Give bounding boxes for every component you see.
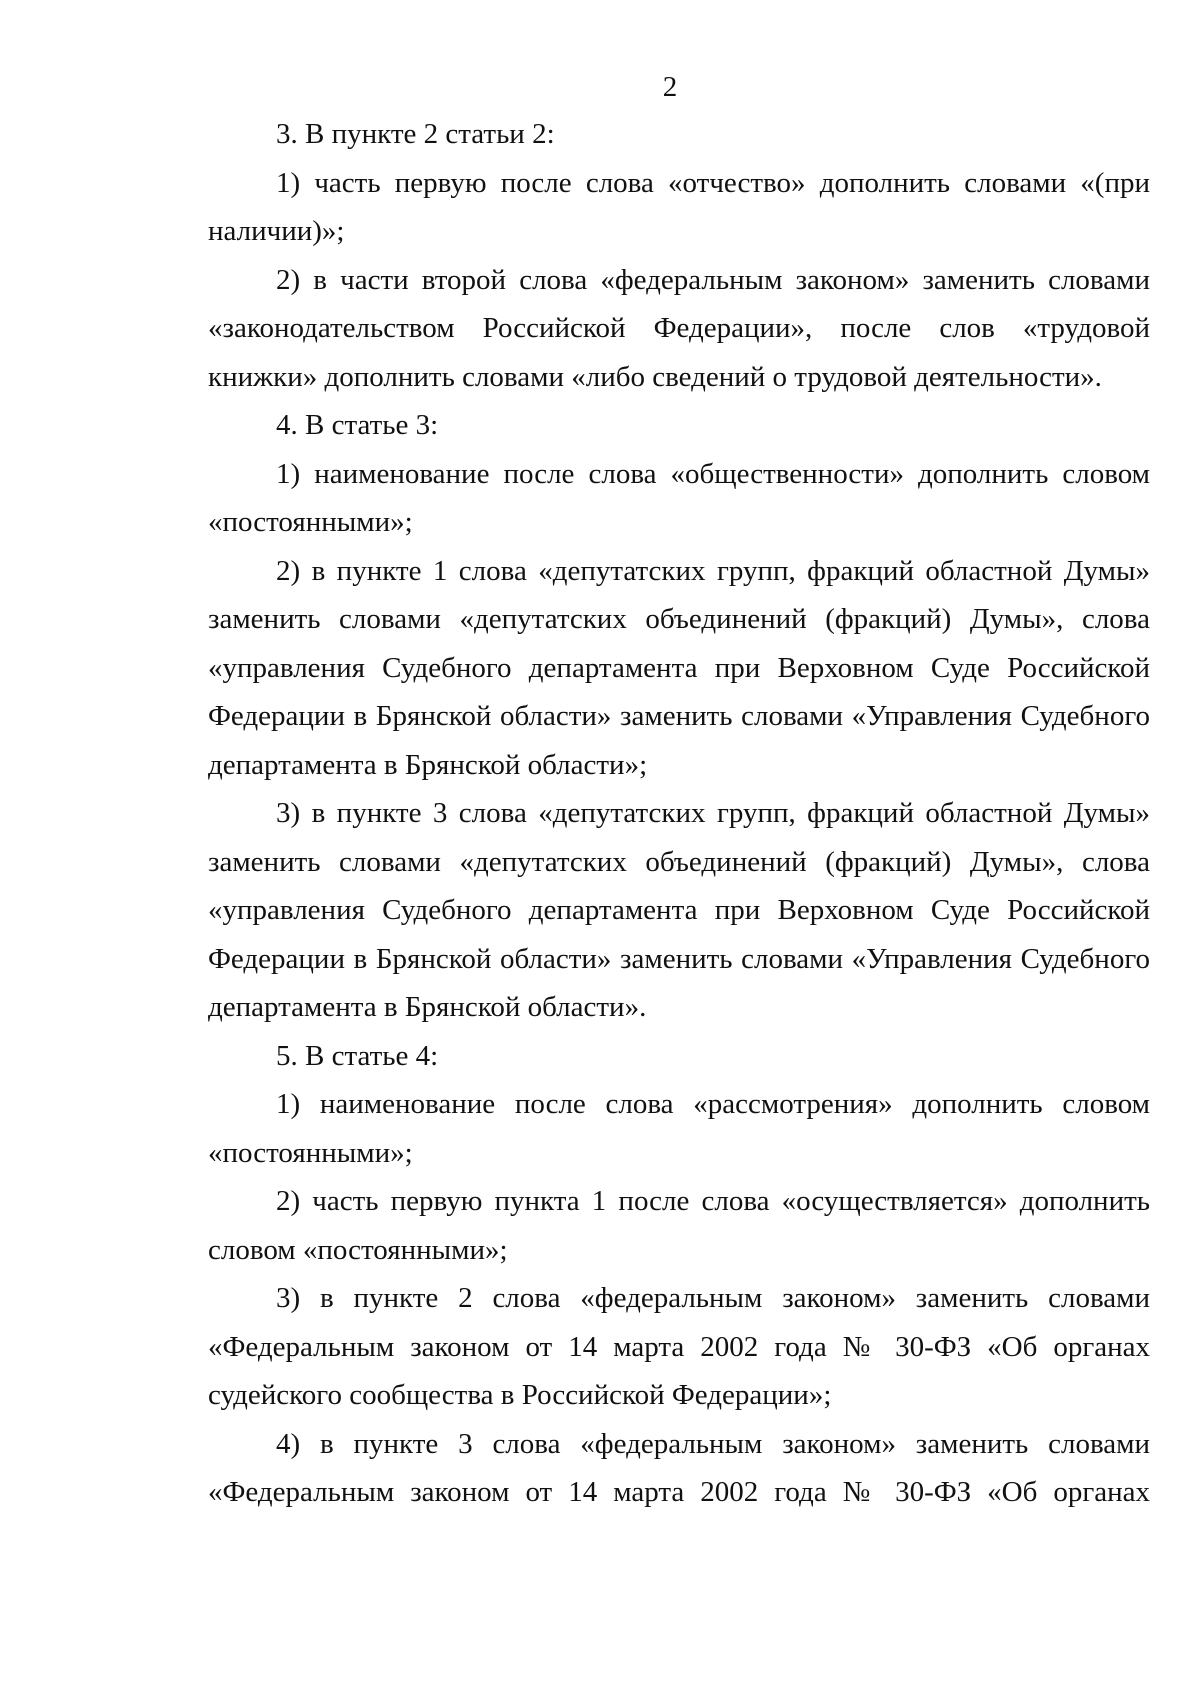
section-heading-5: 5. В статье 4:: [276, 1039, 439, 1072]
document-body: [208, 110, 1150, 1517]
page-number: 2: [662, 71, 678, 103]
paragraph-5-2: 2) часть первую пункта 1 после слова «осуществляется» дополнить словом «постоянными»;: [208, 1185, 1150, 1266]
paragraph-5-3: 3) в пункте 2 слова «федеральным законом» заменить словами «Федеральным законом от 14 марта 2002 года № 30-ФЗ «Об органах судейского сообщества в Российской Федерации»;: [208, 1282, 1150, 1411]
paragraph-5-4: 4) в пункте 3 слова «федеральным законом» заменить словами «Федеральным законом от 14 марта 2002 года № 30-ФЗ «Об органах: [208, 1427, 1150, 1508]
paragraph-4-1: 1) наименование после слова «общественности» дополнить словом «постоянными»;: [208, 457, 1150, 538]
paragraph-4-2: 2) в пункте 1 слова «депутатских групп, фракций областной Думы» заменить словами «депутатских объединений (фракций) Думы», слова «управления Судебного департамента при Верховном Суде Российской Федерации в Брянской области» заменить словами «Управления Судебного департамента в Брянской области»;: [208, 554, 1150, 781]
section-heading-3: 3. В пункте 2 статьи 2:: [276, 118, 555, 150]
paragraph-5-1: 1) наименование после слова «рассмотрения» дополнить словом «постоянными»;: [208, 1088, 1150, 1169]
section-heading-4: 4. В статье 3:: [276, 409, 439, 441]
paragraph-3-1: 1) часть первую после слова «отчество» дополнить словами «(при наличии)»;: [208, 166, 1150, 247]
paragraph-3-2: 2) в части второй слова «федеральным законом» заменить словами «законодательством Российской Федерации», после слов «трудовой книжки» дополнить словами «либо сведений о трудовой деятельности».: [208, 263, 1150, 393]
paragraph-4-3: 3) в пункте 3 слова «депутатских групп, фракций областной Думы» заменить словами «депутатских объединений (фракций) Думы», слова «управления Судебного департамента при Верховном Суде Российской Федерации в Брянской области» заменить словами «Управления Судебного департамента в Брянской области».: [208, 797, 1150, 1023]
